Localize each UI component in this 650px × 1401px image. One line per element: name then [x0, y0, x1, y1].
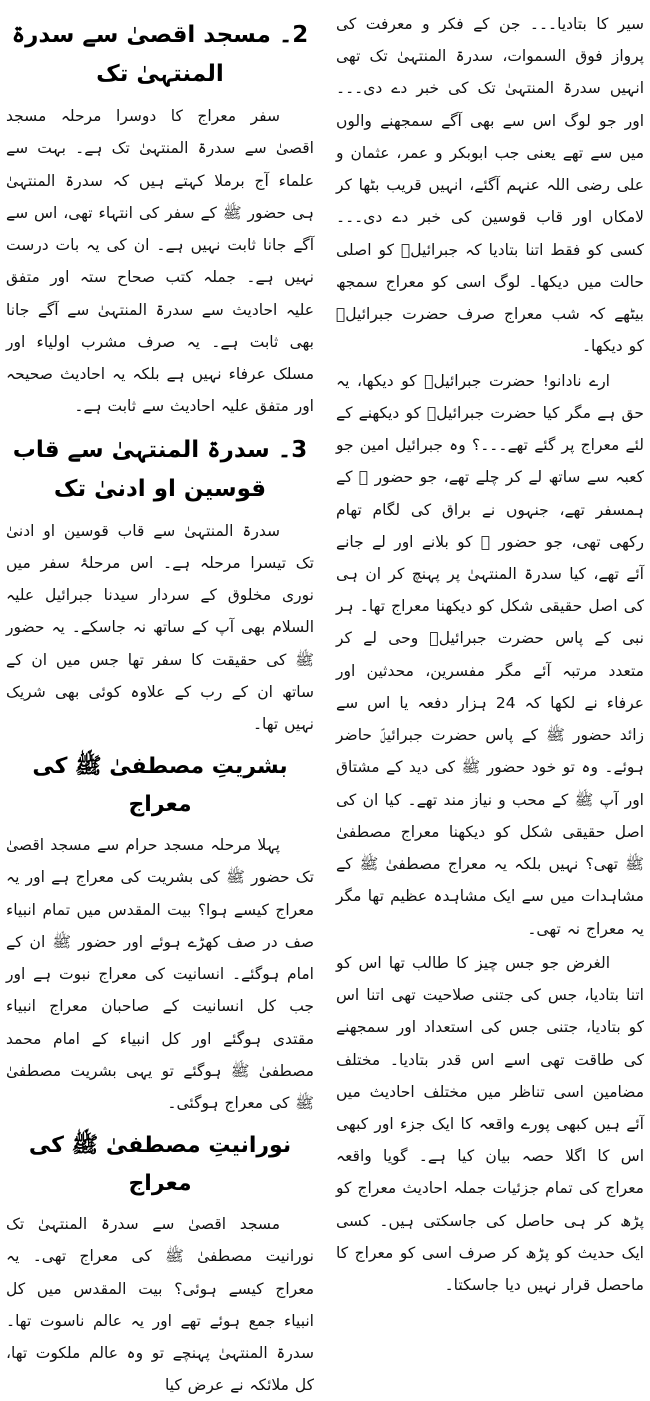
body-paragraph: پہلا مرحلہ مسجد حرام سے مسجد اقصیٰ تک حضور ﷺ کی بشریت کی معراج ہے اور یہ معراج کیسے ہوا؟ بیت المقدس میں تمام انبیاء صف در صف کھڑے ہوئے اور حضور ﷺ ان کے امام ہوگئے۔ انسانیت کی معراج نبوت ہے اور جب کل انسانیت کے صاحبان معراج انبیاء مقتدی ہوگئے اور کل انبیاء کے امام محمد مصطفیٰ ﷺ ہوگئے تو یہی بشریت مصطفیٰ ﷺ کی معراج ہوگئی۔: [6, 836, 314, 1113]
section-heading: 3۔ سدرۃ المنتہیٰ سے قاب قوسین او ادنیٰ تک: [12, 436, 308, 502]
body-paragraph: سیر کا بتادیا۔۔۔ جن کے فکر و معرفت کی پرواز فوق السموات، سدرۃ المنتہیٰ تک تھی انہیں سدرۃ المنتہیٰ تک کی خبر دے دی۔۔۔ اور جو لوگ اس سے بھی آگے سمجھنے والوں میں سے تھے یعنی جب ابوبکر و عمر، عثمان و علی رضی اللہ عنہم آگئے، انہیں قریب بٹھا کر لامکاں اور قاب قوسین کی خبر دے دی۔۔۔ کسی کو فقط اتنا بتادیا کہ جبرائیلؑ کو اصلی حالت میں دیکھا۔ لوگ اسی کو معراج سمجھ بیٹھے کہ شب معراج صرف حضرت جبرائیلؑ کو دیکھا۔: [336, 15, 644, 356]
left-column: [6, 8, 314, 1395]
body-paragraph: مسجد اقصیٰ سے سدرۃ المنتہیٰ تک نورانیت مصطفیٰ ﷺ کی معراج تھی۔ یہ معراج کیسے ہوئی؟ بیت المقدس میں کل انبیاء جمع ہوئے تھے اور یہ عالم ناسوت تھا۔ سدرۃ المنتہیٰ پہنچے تو وہ عالم ملکوت تھا، کل ملائکہ نے عرض کیا: [6, 1215, 314, 1395]
body-paragraph: سدرۃ المنتہیٰ سے قاب قوسین او ادنیٰ تک تیسرا مرحلہ ہے۔ اس مرحلۂ سفر میں نوری مخلوق کے سردار سیدنا جبرائیل علیہ السلام بھی آپ کے ساتھ نہ جاسکے۔ یہ حضور ﷺ کی حقیقت کا سفر تھا جس میں ان کے ساتھ ان کے رب کے علاوہ کوئی بھی شریک نہیں تھا۔: [6, 521, 314, 734]
section-heading: بشریتِ مصطفیٰ ﷺ کی معراج: [32, 754, 288, 817]
right-column: [336, 8, 645, 1295]
section-heading: 2۔ مسجد اقصیٰ سے سدرۃ المنتہیٰ تک: [11, 22, 309, 88]
body-paragraph: الغرض جو جس چیز کا طالب تھا اس کو اتنا بتادیا، جس کی جتنی صلاحیت تھی اتنا اس کو بتادیا، جتنی جس کی استعداد اور سمجھنے کی طاقت تھی اسے اس قدر بتادیا۔ مختلف مضامین اسی تناظر میں مختلف احادیث میں آئے ہیں کبھی پورے واقعہ کا ایک جزء اور کبھی اس کا اگلا حصہ بیان کیا ہے۔ گویا واقعہ معراج کی تمام جزئیات جملہ احادیث معراج کو پڑھ کر ہی حاصل کی جاسکتی ہیں۔ کسی ایک حدیث کو پڑھ کر صرف اسی کو معراج کا ماحصل قرار نہیں دیا جاسکتا۔: [336, 953, 644, 1295]
body-paragraph: ارے نادانو! حضرت جبرائیلؑ کو دیکھا، یہ حق ہے مگر کیا حضرت جبرائیلؑ کو دیکھنے کے لئے معراج پر گئے تھے۔۔۔؟ وہ جبرائیل امین جو کعبہ سے ساتھ لے کر چلے تھے، جو حضور ﷺ کے ہمسفر تھے، جنہوں نے براق کی لگام تھام رکھی تھی، جو حضور ﷺ کو بلانے اور لے جانے آئے تھے، کیا سدرۃ المنتہیٰ پر پہنچ کر ان ہی کی اصل حقیقی شکل کو دیکھنا معراج تھا۔ ہر نبی کے پاس حضرت جبرائیلؑ وحی لے کر متعدد مرتبہ آئے مگر مفسرین، محدثین اور عرفاء نے لکھا کہ 24 ہزار دفعہ یا اس سے زائد حضور ﷺ کے پاس حضرت جبرائیلؑ حاضر ہوئے۔ وہ تو خود حضور ﷺ کی دید کے مشتاق اور آپ ﷺ کے محب و نیاز مند تھے۔ کیا ان کی اصل حقیقی شکل کو دیکھنا معراج مصطفیٰ ﷺ تھی؟ نہیں بلکہ یہ معراج مصطفیٰ ﷺ کے مشاہدات میں سے ایک مشاہدہ عظیم تھا مگر یہ معراج نہ تھی۔: [336, 371, 645, 938]
section-heading: نورانیتِ مصطفیٰ ﷺ کی معراج: [28, 1133, 292, 1196]
body-paragraph: سفر معراج کا دوسرا مرحلہ مسجد اقصیٰ سے سدرۃ المنتہیٰ تک ہے۔ بہت سے علماء آج برملا کہتے ہیں کہ سدرۃ المنتہیٰ ہی حضور ﷺ کے سفر کی انتہاء تھی، اس سے آگے جانا ثابت نہیں ہے۔ ان کی یہ بات درست نہیں ہے۔ جملہ کتب صحاح ستہ اور متفق علیہ احادیث سے سدرۃ المنتہیٰ سے آگے جانا بھی ثابت ہے۔ یہ صرف مشرب اولیاء اور مسلک عرفاء نہیں ہے بلکہ یہ احادیث صحیحہ اور متفق علیہ احادیث سے ثابت ہے۔: [6, 107, 314, 416]
